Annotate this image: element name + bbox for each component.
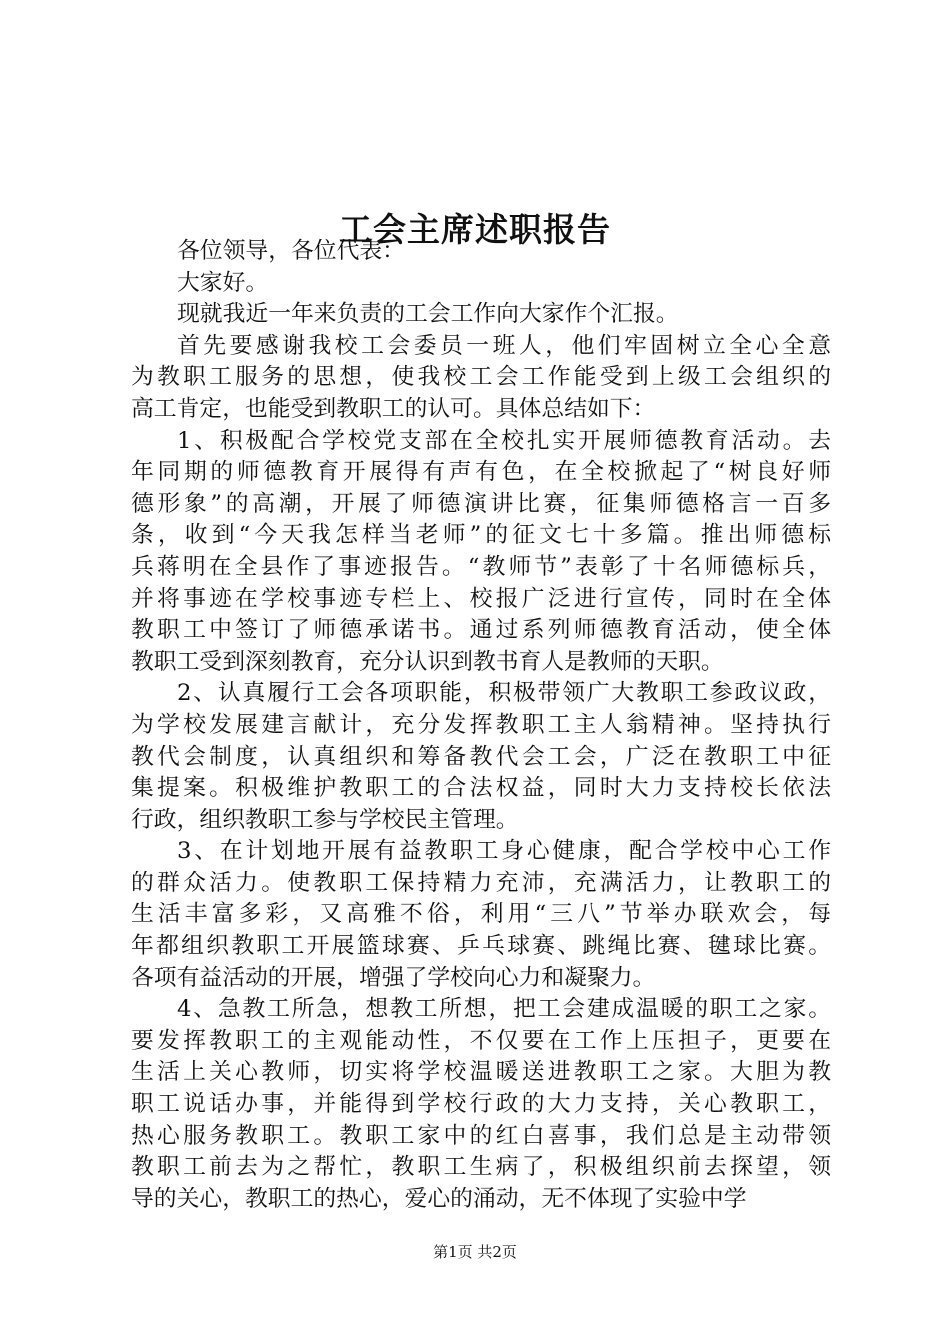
paragraph <box>131 678 831 836</box>
paragraph <box>131 236 831 268</box>
paragraph-line: 职工说话办事，并能得到学校行政的大力支持，关心教职工， <box>131 1091 831 1118</box>
paragraph <box>131 268 831 300</box>
paragraph-line: 教职工中签订了师德承诺书。通过系列师德教育活动，使全体 <box>131 617 831 644</box>
paragraph-line: 教代会制度，认真组织和筹备教代会工会，广泛在教职工中征 <box>131 743 831 770</box>
paragraph-line: 兵蒋明在全县作了事迹报告。“教师节”表彰了十名师德标兵， <box>131 553 831 580</box>
document-body <box>131 236 831 1215</box>
paragraph <box>131 299 831 331</box>
paragraph-line: 大家好。 <box>177 269 269 296</box>
paragraph-line: 3、在计划地开展有益教职工身心健康，配合学校中心工作 <box>177 838 831 865</box>
paragraph-line: 集提案。积极维护教职工的合法权益，同时大力支持校长依法 <box>131 775 831 802</box>
paragraph-line: 年同期的师德教育开展得有声有色，在全校掀起了“树良好师 <box>131 459 831 486</box>
paragraph-line: 教职工前去为之帮忙，教职工生病了，积极组织前去探望，领 <box>131 1154 831 1181</box>
paragraph-line: 各项有益活动的开展，增强了学校向心力和凝聚力。 <box>131 964 656 991</box>
paragraph-line: 为学校发展建言献计，充分发挥教职工主人翁精神。坚持执行 <box>131 711 831 738</box>
paragraph-line: 1、积极配合学校党支部在全校扎实开展师德教育活动。去 <box>177 427 831 454</box>
paragraph-line: 的群众活力。使教职工保持精力充沛，充满活力，让教职工的 <box>131 869 831 896</box>
paragraph-line: 为教职工服务的思想，使我校工会工作能受到上级工会组织的 <box>131 364 831 391</box>
paragraph-line: 教职工受到深刻教育，充分认识到教书育人是教师的天职。 <box>131 648 724 675</box>
paragraph-line: 年都组织教职工开展篮球赛、乒乓球赛、跳绳比赛、毽球比赛。 <box>131 933 831 960</box>
paragraph-line: 生活上关心教师，切实将学校温暖送进教职工之家。大胆为教 <box>131 1059 831 1086</box>
paragraph <box>131 994 831 1215</box>
paragraph-line: 热心服务教职工。教职工家中的红白喜事，我们总是主动带领 <box>131 1122 831 1149</box>
paragraph <box>131 836 831 994</box>
paragraph-line: 导的关心，教职工的热心，爱心的涌动，无不体现了实验中学 <box>131 1185 747 1212</box>
paragraph-line: 首先要感谢我校工会委员一班人，他们牢固树立全心全意 <box>177 332 831 359</box>
paragraph-line: 条，收到“今天我怎样当老师”的征文七十多篇。推出师德标 <box>131 522 831 549</box>
document-title: 工会主席述职报告 <box>339 210 611 250</box>
paragraph-line: 要发挥教职工的主观能动性，不仅要在工作上压担子，更要在 <box>131 1027 831 1054</box>
paragraph <box>131 331 831 426</box>
paragraph-line: 德形象”的高潮，开展了师德演讲比赛，征集师德格言一百多 <box>131 490 831 517</box>
paragraph-line: 高工肯定，也能受到教职工的认可。具体总结如下： <box>131 395 656 422</box>
paragraph-line: 并将事迹在学校事迹专栏上、校报广泛进行宣传，同时在全体 <box>131 585 831 612</box>
paragraph <box>131 426 831 679</box>
paragraph-line: 行政，组织教职工参与学校民主管理。 <box>131 806 519 833</box>
paragraph-line: 2、认真履行工会各项职能，积极带领广大教职工参政议政， <box>177 680 831 707</box>
page-footer: 第1页 共2页 <box>433 1243 517 1261</box>
paragraph-line: 生活丰富多彩，又高雅不俗，利用“三八”节举办联欢会，每 <box>131 901 831 928</box>
paragraph-line: 4、急教工所急，想教工所想，把工会建成温暖的职工之家。 <box>177 996 831 1023</box>
paragraph-line: 各位领导，各位代表： <box>177 238 405 264</box>
paragraph-line: 现就我近一年来负责的工会工作向大家作个汇报。 <box>177 301 679 328</box>
